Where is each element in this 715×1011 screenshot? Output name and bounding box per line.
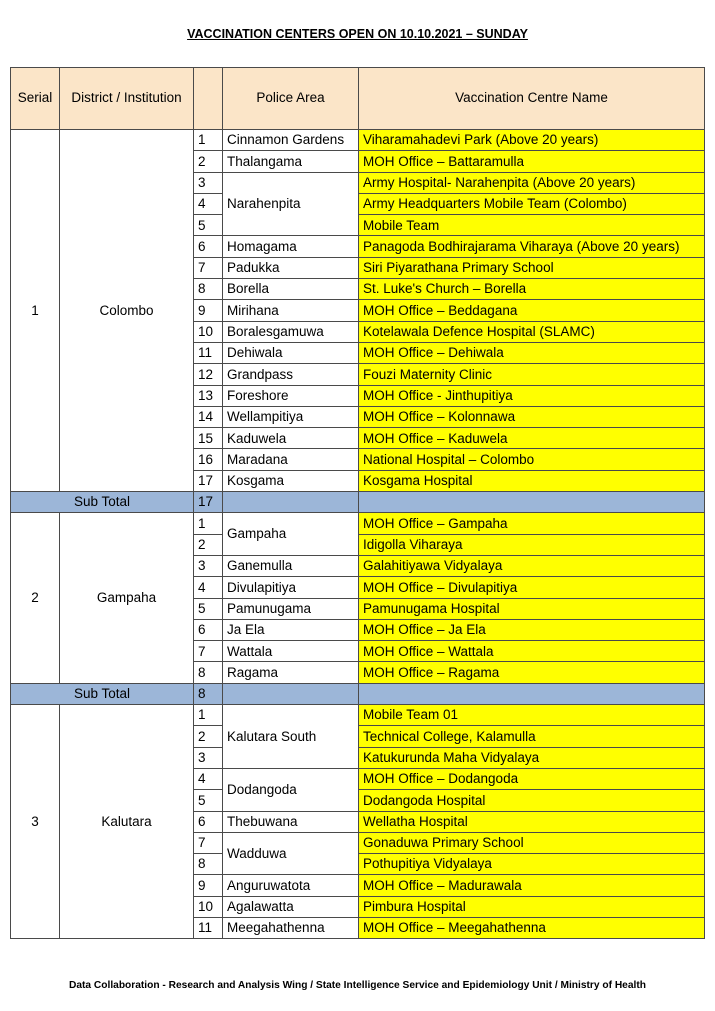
row-number-cell: 8 — [194, 279, 223, 300]
header-centre-name: Vaccination Centre Name — [359, 68, 705, 130]
police-area-cell: Cinnamon Gardens — [223, 130, 359, 151]
centre-name-cell: National Hospital – Colombo — [359, 449, 705, 470]
centre-name-cell: Siri Piyarathana Primary School — [359, 257, 705, 278]
vaccination-centres-table — [10, 67, 705, 939]
centre-name-cell: Pamunugama Hospital — [359, 598, 705, 619]
header-police-area: Police Area — [223, 68, 359, 130]
row-number-cell: 1 — [194, 130, 223, 151]
police-area-cell: Kaduwela — [223, 428, 359, 449]
district-cell: Colombo — [60, 130, 194, 492]
subtotal-label: Sub Total — [11, 683, 194, 704]
row-number-cell: 7 — [194, 832, 223, 853]
centre-name-cell: Pimbura Hospital — [359, 896, 705, 917]
subtotal-empty — [223, 683, 359, 704]
police-area-cell: Kosgama — [223, 470, 359, 491]
police-area-cell: Mirihana — [223, 300, 359, 321]
row-number-cell: 6 — [194, 619, 223, 640]
police-area-cell: Meegahathenna — [223, 917, 359, 938]
centre-name-cell: Panagoda Bodhirajarama Viharaya (Above 20 years) — [359, 236, 705, 257]
row-number-cell: 11 — [194, 917, 223, 938]
police-area-cell: Anguruwatota — [223, 875, 359, 896]
row-number-cell: 2 — [194, 151, 223, 172]
centre-name-cell: Army Hospital- Narahenpita (Above 20 years) — [359, 172, 705, 193]
centre-name-cell: Dodangoda Hospital — [359, 790, 705, 811]
subtotal-row — [11, 492, 705, 513]
row-number-cell: 8 — [194, 854, 223, 875]
centre-name-cell: Fouzi Maternity Clinic — [359, 364, 705, 385]
row-number-cell: 10 — [194, 896, 223, 917]
row-number-cell: 3 — [194, 747, 223, 768]
row-number-cell: 4 — [194, 577, 223, 598]
row-number-cell: 4 — [194, 193, 223, 214]
subtotal-count: 17 — [194, 492, 223, 513]
row-number-cell: 5 — [194, 790, 223, 811]
police-area-cell: Gampaha — [223, 513, 359, 556]
table-body — [11, 130, 705, 939]
centre-name-cell: MOH Office – Battaramulla — [359, 151, 705, 172]
centre-name-cell: MOH Office – Wattala — [359, 641, 705, 662]
row-number-cell: 10 — [194, 321, 223, 342]
police-area-cell: Ganemulla — [223, 555, 359, 576]
police-area-cell: Agalawatta — [223, 896, 359, 917]
police-area-cell: Borella — [223, 279, 359, 300]
centre-name-cell: Katukurunda Maha Vidyalaya — [359, 747, 705, 768]
table-row — [11, 130, 705, 151]
centre-name-cell: MOH Office – Kaduwela — [359, 428, 705, 449]
row-number-cell: 2 — [194, 726, 223, 747]
row-number-cell: 5 — [194, 598, 223, 619]
police-area-cell: Dehiwala — [223, 342, 359, 363]
subtotal-empty — [359, 683, 705, 704]
centre-name-cell: Pothupitiya Vidyalaya — [359, 854, 705, 875]
centre-name-cell: St. Luke's Church – Borella — [359, 279, 705, 300]
centre-name-cell: MOH Office – Madurawala — [359, 875, 705, 896]
row-number-cell: 9 — [194, 300, 223, 321]
centre-name-cell: MOH Office – Dodangoda — [359, 768, 705, 789]
subtotal-row — [11, 683, 705, 704]
centre-name-cell: MOH Office – Gampaha — [359, 513, 705, 534]
row-number-cell: 13 — [194, 385, 223, 406]
subtotal-label: Sub Total — [11, 492, 194, 513]
row-number-cell: 2 — [194, 534, 223, 555]
police-area-cell: Grandpass — [223, 364, 359, 385]
page-title: VACCINATION CENTERS OPEN ON 10.10.2021 – SUNDAY — [187, 27, 528, 41]
district-cell: Kalutara — [60, 705, 194, 939]
footer-credit: Data Collaboration - Research and Analysis Wing / State Intelligence Service and Epidemiology Unit / Ministry of Health — [69, 980, 646, 991]
row-number-cell: 7 — [194, 257, 223, 278]
table-row — [11, 513, 705, 534]
centre-name-cell: MOH Office – Beddagana — [359, 300, 705, 321]
row-number-cell: 1 — [194, 705, 223, 726]
row-number-cell: 15 — [194, 428, 223, 449]
subtotal-count: 8 — [194, 683, 223, 704]
police-area-cell: Wattala — [223, 641, 359, 662]
header-district: District / Institution — [60, 68, 194, 130]
police-area-cell: Padukka — [223, 257, 359, 278]
police-area-cell: Thebuwana — [223, 811, 359, 832]
row-number-cell: 11 — [194, 342, 223, 363]
centre-name-cell: Idigolla Viharaya — [359, 534, 705, 555]
police-area-cell: Kalutara South — [223, 705, 359, 769]
subtotal-empty — [223, 492, 359, 513]
table-row — [11, 705, 705, 726]
police-area-cell: Thalangama — [223, 151, 359, 172]
row-number-cell: 5 — [194, 215, 223, 236]
serial-cell: 2 — [11, 513, 60, 683]
police-area-cell: Ragama — [223, 662, 359, 683]
row-number-cell: 14 — [194, 406, 223, 427]
serial-cell: 1 — [11, 130, 60, 492]
centre-name-cell: Technical College, Kalamulla — [359, 726, 705, 747]
centre-name-cell: MOH Office – Kolonnawa — [359, 406, 705, 427]
row-number-cell: 7 — [194, 641, 223, 662]
row-number-cell: 4 — [194, 768, 223, 789]
police-area-cell: Wellampitiya — [223, 406, 359, 427]
police-area-cell: Narahenpita — [223, 172, 359, 236]
serial-cell: 3 — [11, 705, 60, 939]
centre-name-cell: Kotelawala Defence Hospital (SLAMC) — [359, 321, 705, 342]
police-area-cell: Ja Ela — [223, 619, 359, 640]
row-number-cell: 12 — [194, 364, 223, 385]
police-area-cell: Homagama — [223, 236, 359, 257]
police-area-cell: Wadduwa — [223, 832, 359, 875]
header-number — [194, 68, 223, 130]
centre-name-cell: MOH Office – Meegahathenna — [359, 917, 705, 938]
police-area-cell: Foreshore — [223, 385, 359, 406]
header-serial: Serial — [11, 68, 60, 130]
police-area-cell: Pamunugama — [223, 598, 359, 619]
row-number-cell: 3 — [194, 555, 223, 576]
police-area-cell: Dodangoda — [223, 768, 359, 811]
centre-name-cell: Gonaduwa Primary School — [359, 832, 705, 853]
centre-name-cell: MOH Office – Ragama — [359, 662, 705, 683]
centre-name-cell: MOH Office - Jinthupitiya — [359, 385, 705, 406]
row-number-cell: 1 — [194, 513, 223, 534]
subtotal-empty — [359, 492, 705, 513]
row-number-cell: 16 — [194, 449, 223, 470]
centre-name-cell: Mobile Team 01 — [359, 705, 705, 726]
district-cell: Gampaha — [60, 513, 194, 683]
centre-name-cell: Army Headquarters Mobile Team (Colombo) — [359, 193, 705, 214]
police-area-cell: Boralesgamuwa — [223, 321, 359, 342]
centre-name-cell: Viharamahadevi Park (Above 20 years) — [359, 130, 705, 151]
row-number-cell: 9 — [194, 875, 223, 896]
row-number-cell: 3 — [194, 172, 223, 193]
centre-name-cell: MOH Office – Dehiwala — [359, 342, 705, 363]
police-area-cell: Divulapitiya — [223, 577, 359, 598]
row-number-cell: 17 — [194, 470, 223, 491]
row-number-cell: 6 — [194, 236, 223, 257]
centre-name-cell: Mobile Team — [359, 215, 705, 236]
centre-name-cell: MOH Office – Divulapitiya — [359, 577, 705, 598]
table-header-row — [11, 68, 705, 130]
police-area-cell: Maradana — [223, 449, 359, 470]
centre-name-cell: Kosgama Hospital — [359, 470, 705, 491]
row-number-cell: 8 — [194, 662, 223, 683]
centre-name-cell: Wellatha Hospital — [359, 811, 705, 832]
centre-name-cell: Galahitiyawa Vidyalaya — [359, 555, 705, 576]
row-number-cell: 6 — [194, 811, 223, 832]
centre-name-cell: MOH Office – Ja Ela — [359, 619, 705, 640]
